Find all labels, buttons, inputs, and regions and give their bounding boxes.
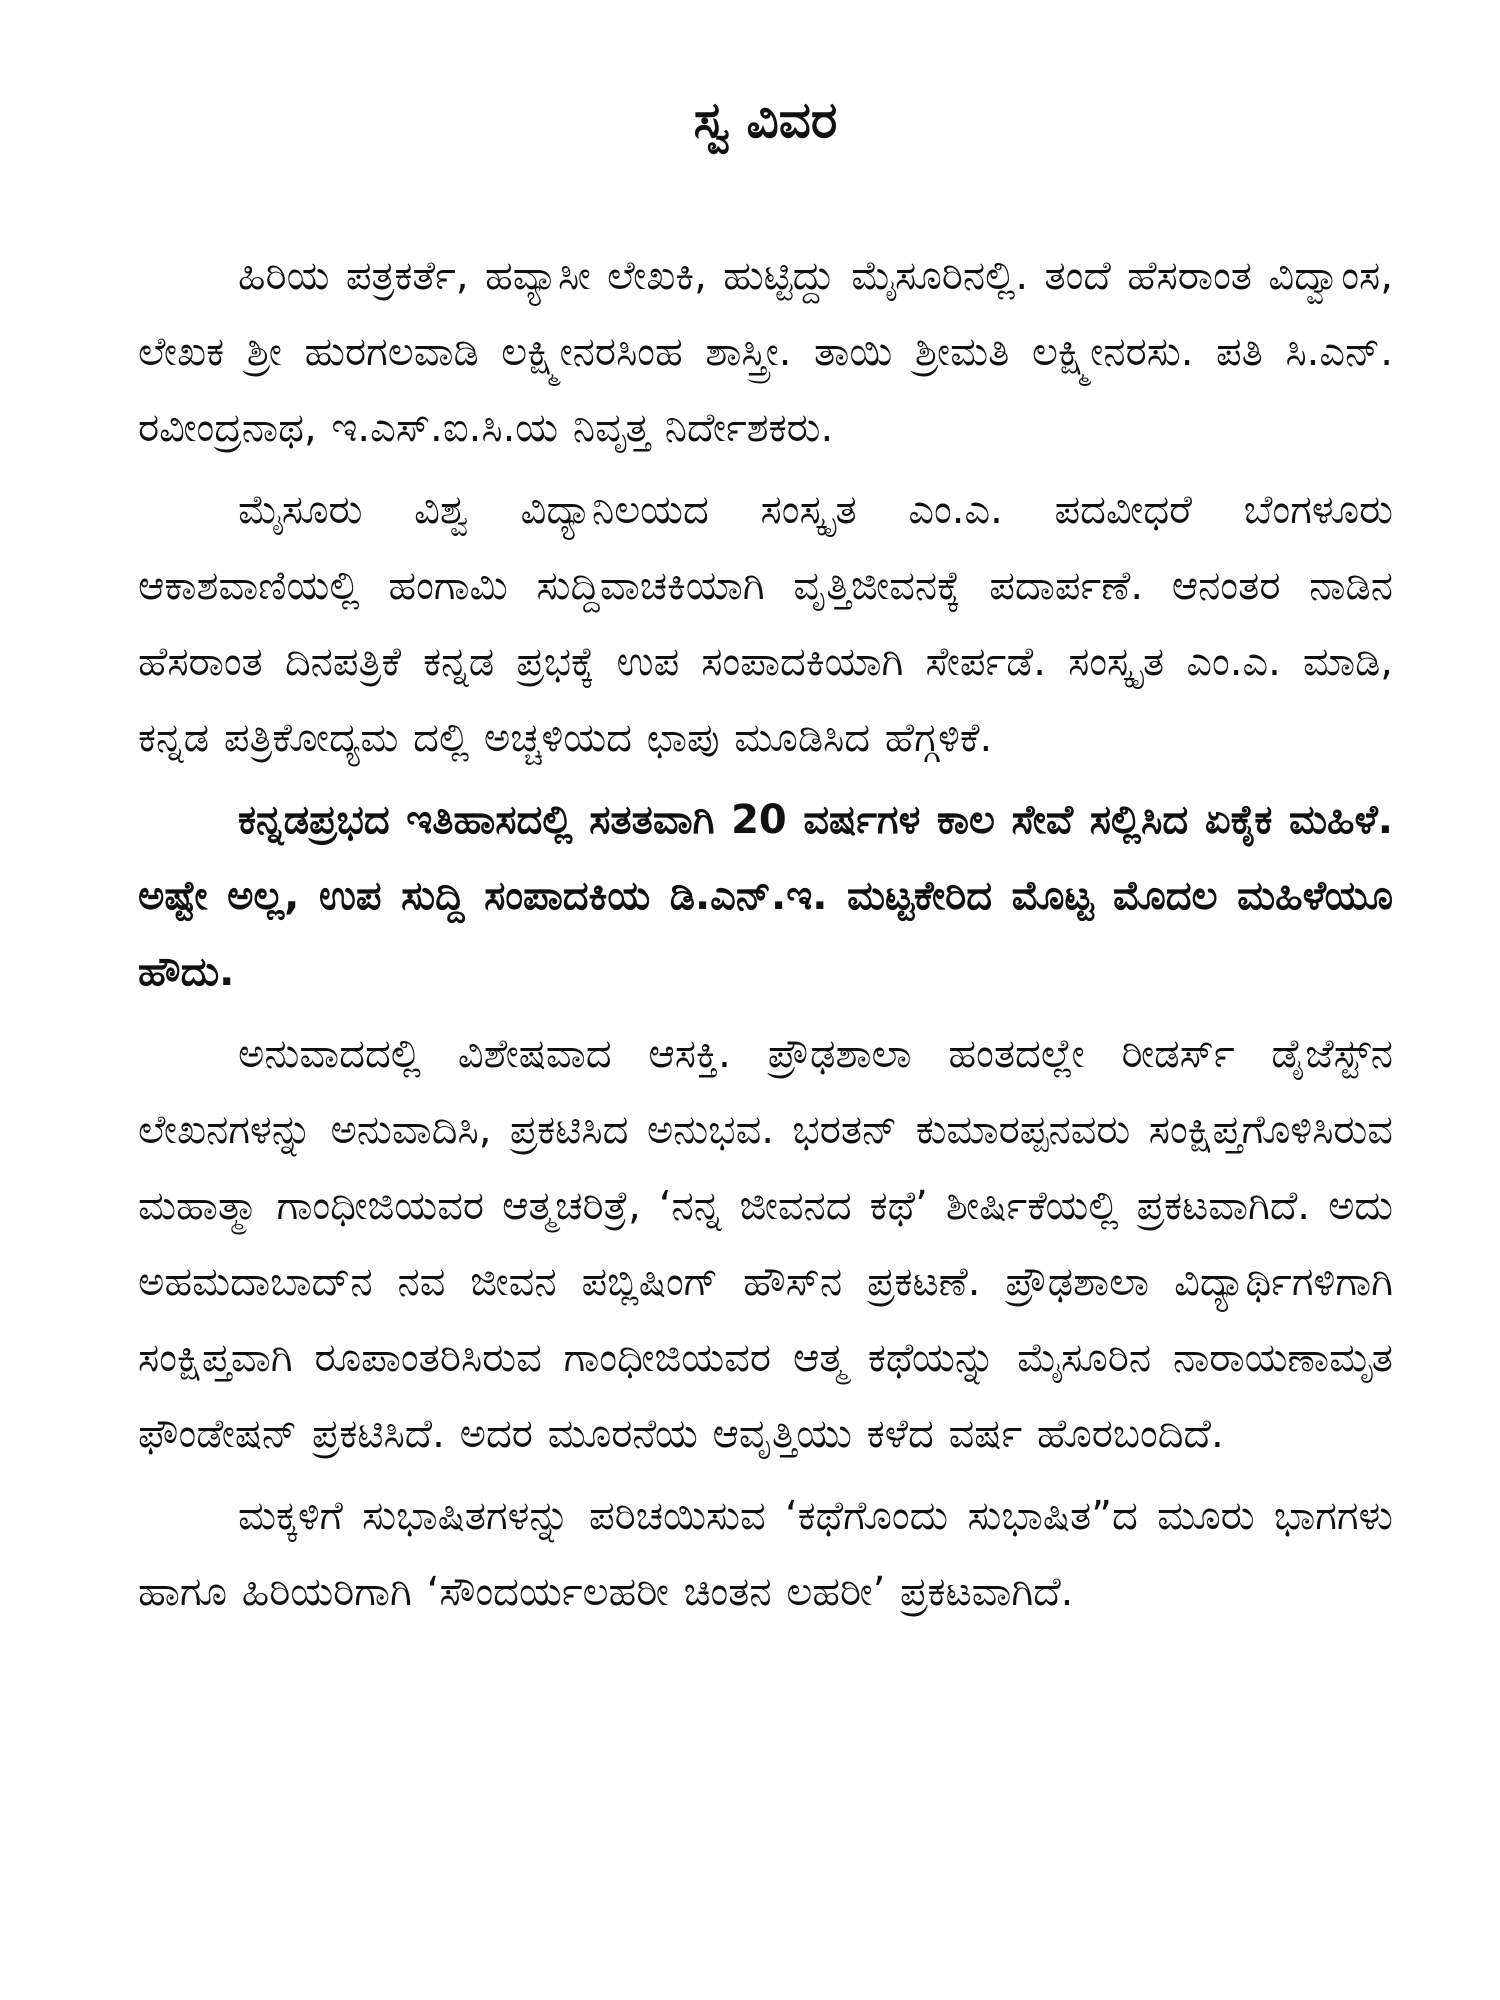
paragraph-biography-intro: ಹಿರಿಯ ಪತ್ರಕರ್ತೆ, ಹವ್ಯಾಸೀ ಲೇಖಕಿ, ಹುಟ್ಟಿದ್ದು ಮೈಸೂರಿನಲ್ಲಿ. ತಂದೆ ಹೆಸರಾಂತ ವಿದ್ವಾಂಸ, ಲೇಖಕ ಶ್ರೀ ಹುರಗಲವಾಡಿ ಲಕ್ಷ್ಮೀನರಸಿಂಹ ಶಾಸ್ತ್ರೀ. ತಾಯಿ ಶ್ರೀಮತಿ ಲಕ್ಷ್ಮೀನರಸು. ಪತಿ ಸಿ.ಎನ್. ರವೀಂದ್ರನಾಥ, ಇ.ಎಸ್.ಐ.ಸಿ.ಯ ನಿವೃತ್ತ ನಿರ್ದೇಶಕರು.	[138, 253, 1393, 451]
paragraph-kannada-prabha-service: ಕನ್ನಡಪ್ರಭದ ಇತಿಹಾಸದಲ್ಲಿ ಸತತವಾಗಿ 20 ವರ್ಷಗಳ ಕಾಲ ಸೇವೆ ಸಲ್ಲಿಸಿದ ಏಕೈಕ ಮಹಿಳೆ. ಅಷ್ಟೇ ಅಲ್ಲ, ಉಪ ಸುದ್ದಿ ಸಂಪಾದಕಿಯ ಡಿ.ಎನ್.ಇ. ಮಟ್ಟಕೇರಿದ ಮೊಟ್ಟ ಮೊದಲ ಮಹಿಳೆಯೂ ಹೌದು.	[138, 797, 1393, 995]
document-page	[138, 90, 1393, 1636]
paragraph-education-career: ಮೈಸೂರು ವಿಶ್ವ ವಿದ್ಯಾನಿಲಯದ ಸಂಸ್ಕೃತ ಎಂ.ಎ. ಪದವೀಧರೆ ಬೆಂಗಳೂರು ಆಕಾಶವಾಣಿಯಲ್ಲಿ ಹಂಗಾಮಿ ಸುದ್ದಿವಾಚಕಿಯಾಗಿ ವೃತ್ತಿಜೀವನಕ್ಕೆ ಪದಾರ್ಪಣೆ. ಆನಂತರ ನಾಡಿನ ಹೆಸರಾಂತ ದಿನಪತ್ರಿಕೆ ಕನ್ನಡ ಪ್ರಭಕ್ಕೆ ಉಪ ಸಂಪಾದಕಿಯಾಗಿ ಸೇರ್ಪಡೆ. ಸಂಸ್ಕೃತ ಎಂ.ಎ. ಮಾಡಿ, ಕನ್ನಡ ಪತ್ರಿಕೋದ್ಯಮ ದಲ್ಲಿ ಅಚ್ಚಳಿಯದ ಛಾಪು ಮೂಡಿಸಿದ ಹೆಗ್ಗಳಿಕೆ.	[138, 487, 1393, 761]
paragraph-translation-work: ಅನುವಾದದಲ್ಲಿ ವಿಶೇಷವಾದ ಆಸಕ್ತಿ. ಪ್ರೌಢಶಾಲಾ ಹಂತದಲ್ಲೇ ರೀಡರ್ಸ್ ಡೈಜೆಸ್ಟ್‌ನ ಲೇಖನಗಳನ್ನು ಅನುವಾದಿಸಿ, ಪ್ರಕಟಿಸಿದ ಅನುಭವ. ಭರತನ್ ಕುಮಾರಪ್ಪನವರು ಸಂಕ್ಷಿಪ್ತಗೊಳಿಸಿರುವ ಮಹಾತ್ಮಾ ಗಾಂಧೀಜಿಯವರ ಆತ್ಮಚರಿತ್ರೆ, ‘ನನ್ನ ಜೀವನದ ಕಥೆ’ ಶೀರ್ಷಿಕೆಯಲ್ಲಿ ಪ್ರಕಟವಾಗಿದೆ. ಅದು ಅಹಮದಾಬಾದ್‌ನ ನವ ಜೀವನ ಪಬ್ಲಿಷಿಂಗ್ ಹೌಸ್‌ನ ಪ್ರಕಟಣೆ. ಪ್ರೌಢಶಾಲಾ ವಿದ್ಯಾರ್ಥಿಗಳಿಗಾಗಿ ಸಂಕ್ಷಿಪ್ತವಾಗಿ ರೂಪಾಂತರಿಸಿರುವ ಗಾಂಧೀಜಿಯವರ ಆತ್ಮ ಕಥೆಯನ್ನು ಮೈಸೂರಿನ ನಾರಾಯಣಾಮೃತ ಫೌಂಡೇಷನ್ ಪ್ರಕಟಿಸಿದೆ. ಅದರ ಮೂರನೆಯ ಆವೃತ್ತಿಯು ಕಳೆದ ವರ್ಷ ಹೊರಬಂದಿದೆ.	[138, 1031, 1393, 1457]
document-title: ಸ್ವ ವಿವರ	[693, 91, 838, 149]
paragraph-publications: ಮಕ್ಕಳಿಗೆ ಸುಭಾಷಿತಗಳನ್ನು ಪರಿಚಯಿಸುವ ‘ಕಥೆಗೊಂದು ಸುಭಾಷಿತ”ದ ಮೂರು ಭಾಗಗಳು ಹಾಗೂ ಹಿರಿಯರಿಗಾಗಿ ‘ಸೌಂದರ್ಯಲಹರೀ ಚಿಂತನ ಲಹರೀ’ ಪ್ರಕಟವಾಗಿದೆ.	[138, 1493, 1393, 1615]
